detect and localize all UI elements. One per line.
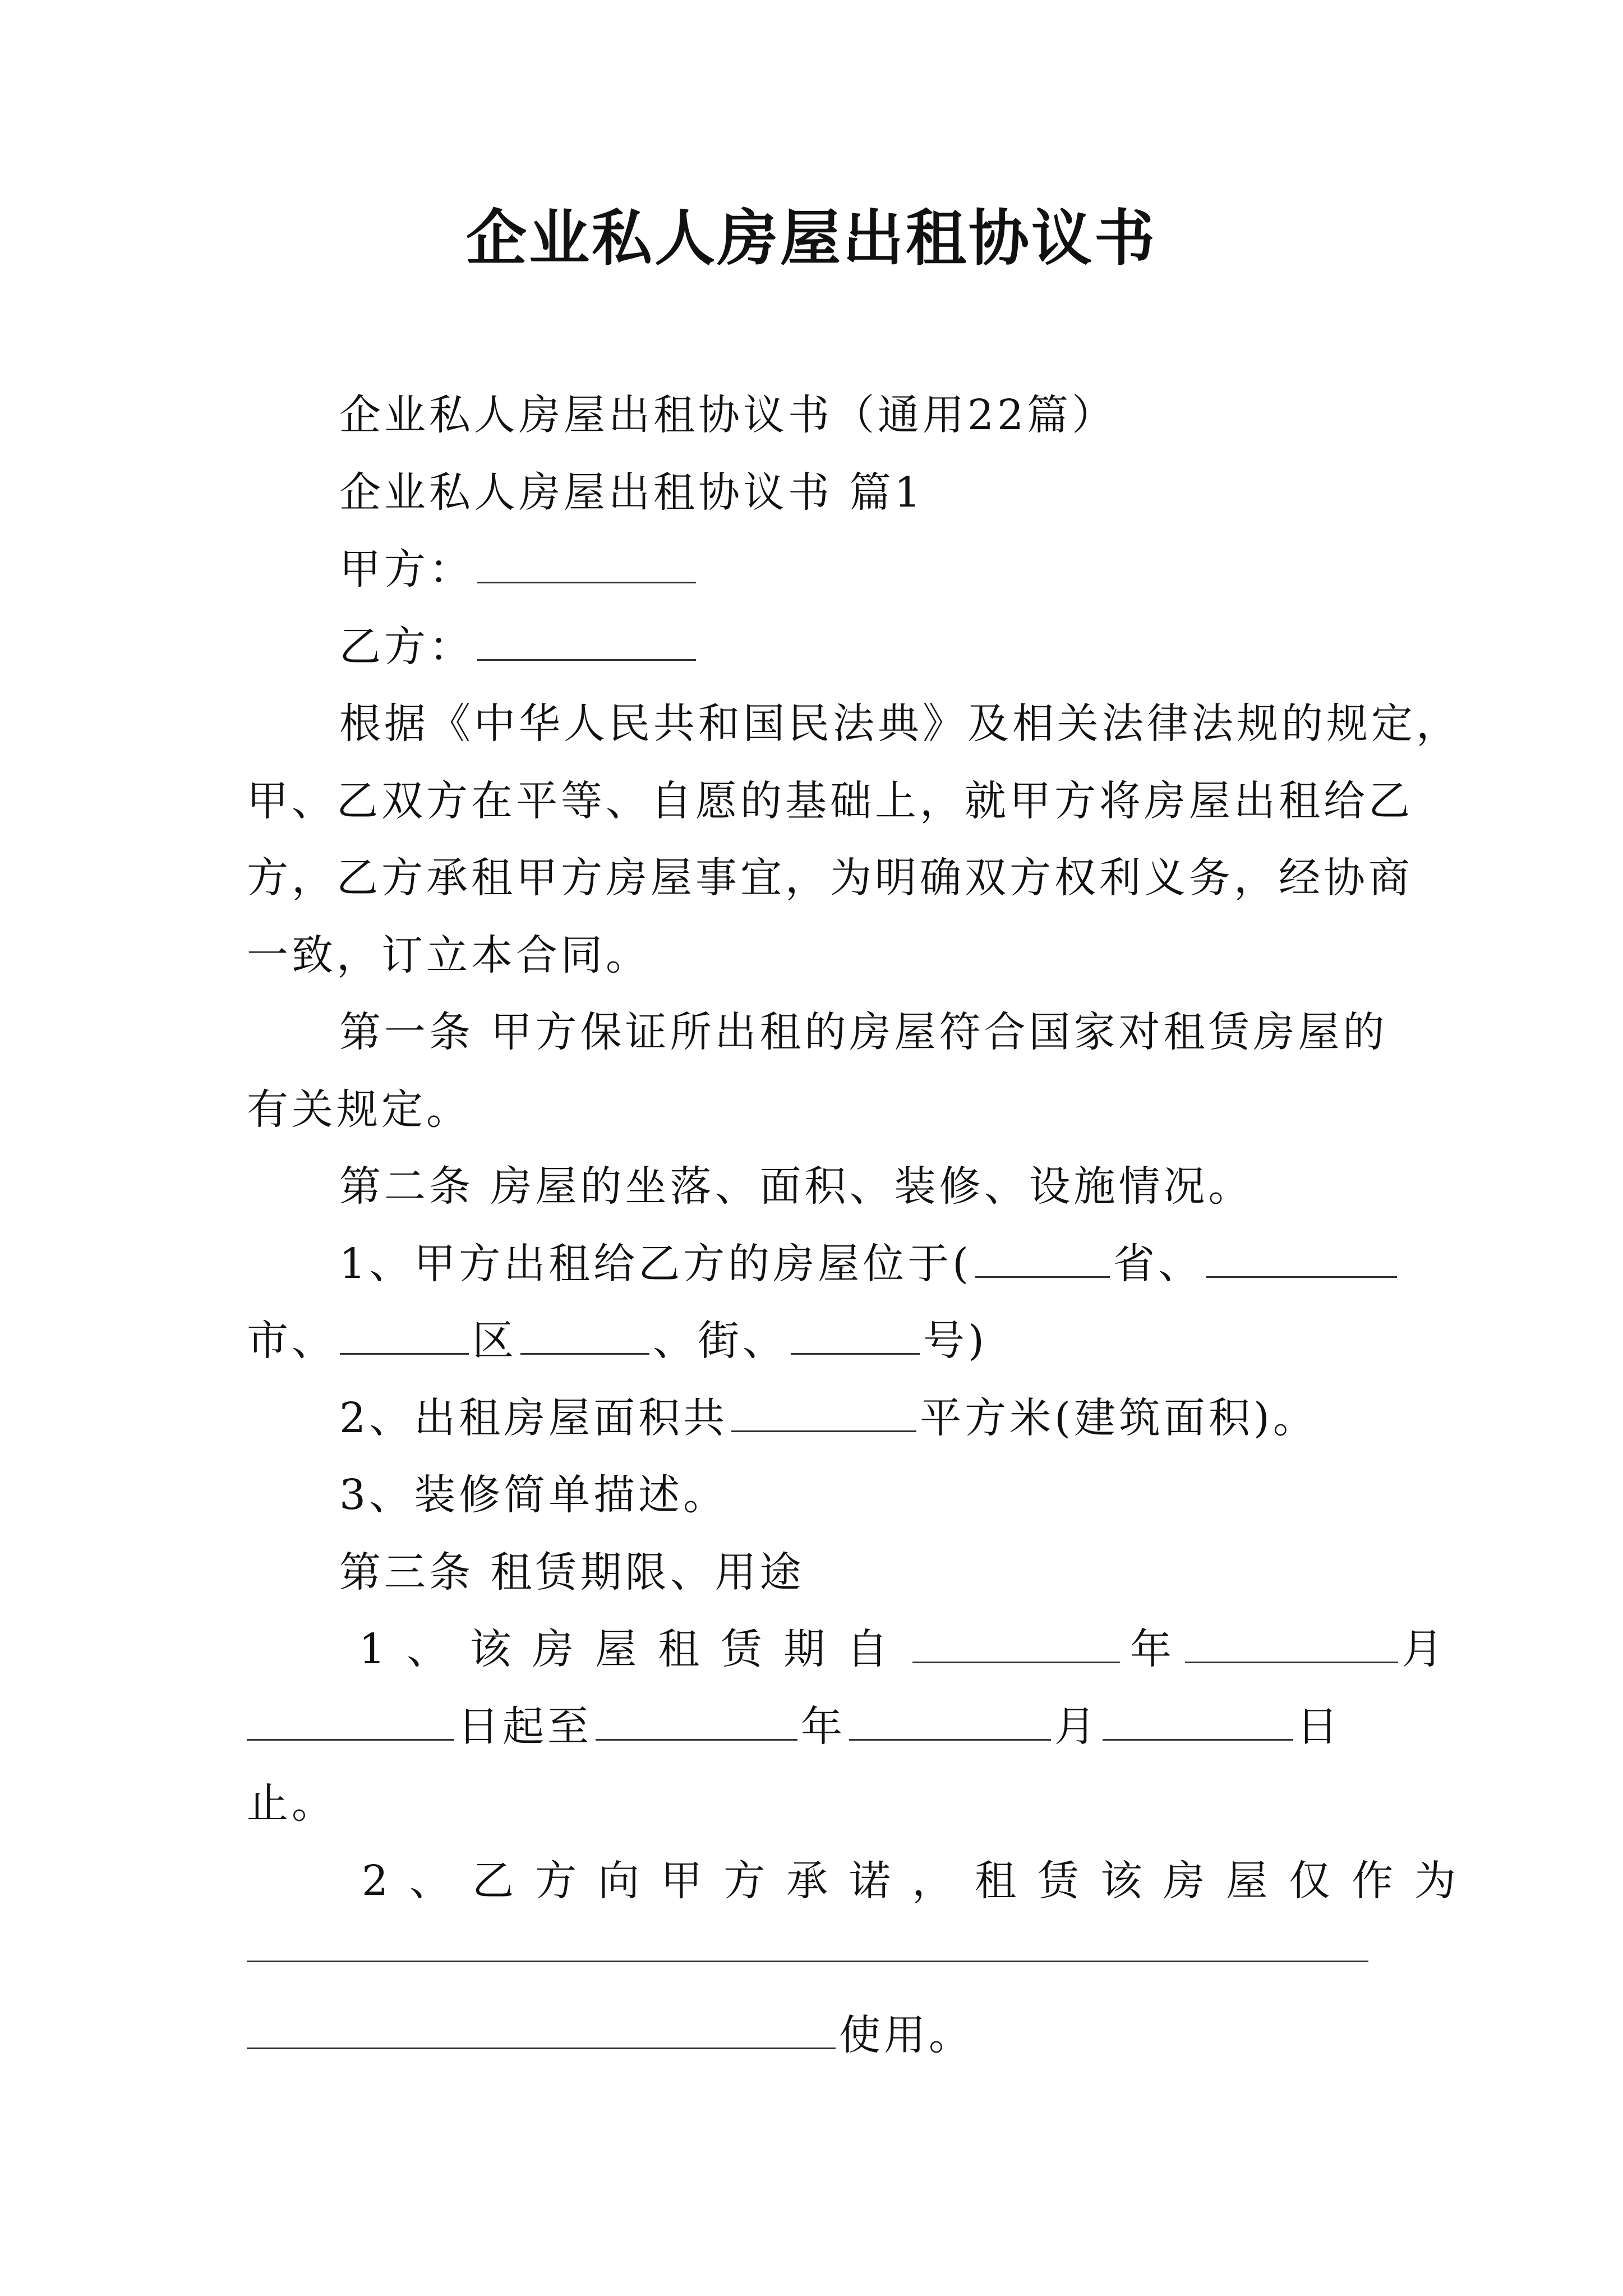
start-year-blank — [912, 1627, 1120, 1663]
end-day-blank — [1103, 1704, 1293, 1741]
article2-heading: 第二条 房屋的坐落、面积、装修、设施情况。 — [339, 1162, 1253, 1211]
article3-item2-line-1 — [362, 1853, 1478, 1909]
usage-blank-line-2 — [247, 2013, 836, 2049]
preamble-line-3: 方，乙方承租甲方房屋事宜，为明确双方权利义务，经协商 — [247, 854, 1413, 902]
article2-item2-text-b: 平方米(建筑面积)。 — [920, 1394, 1318, 1442]
start-day-blank — [247, 1704, 454, 1741]
article1-line-1: 第一条 甲方保证所出租的房屋符合国家对租赁房屋的 — [339, 1008, 1388, 1056]
start-month-blank — [1185, 1627, 1398, 1663]
section-heading: 企业私人房屋出租协议书 篇1 — [339, 468, 924, 517]
article3-item1-day-from: 日起至 — [458, 1703, 592, 1751]
article2-item1-line-2 — [247, 1313, 1391, 1369]
end-month-blank — [849, 1704, 1051, 1741]
preamble-line-2: 甲、乙双方在平等、自愿的基础上，就甲方将房屋出租给乙 — [247, 777, 1413, 825]
area-blank — [731, 1396, 916, 1432]
article3-item1-line-3: 止。 — [247, 1779, 336, 1828]
article3-item2-end: 使用。 — [839, 2011, 974, 2059]
article2-item3: 3、装修简单描述。 — [339, 1471, 728, 1519]
number-blank — [791, 1318, 920, 1355]
street-blank — [520, 1318, 649, 1355]
document-title: 企业私人房屋出租协议书 — [465, 203, 1157, 274]
article2-item2 — [339, 1390, 1391, 1446]
article3-item2-text-a: 2、乙方向甲方承诺，租赁该房屋仅作为 — [362, 1857, 1478, 1905]
province-blank — [975, 1241, 1110, 1278]
article3-item2-line-3 — [247, 2007, 1391, 2063]
party-b-line — [339, 619, 1391, 675]
preamble-line-1: 根据《中华人民共和国民法典》及相关法律法规的规定， — [339, 700, 1461, 748]
document-subtitle: 企业私人房屋出租协议书（通用22篇） — [339, 391, 1117, 439]
article2-item1-text-c: 市、 — [247, 1317, 336, 1365]
end-year-blank — [596, 1704, 797, 1741]
article3-item1-month2: 月 — [1054, 1703, 1099, 1751]
article2-item1-text-f: 号) — [923, 1317, 988, 1365]
party-a-blank — [477, 547, 696, 583]
party-a-line — [339, 541, 1391, 597]
article3-item1-day2: 日 — [1297, 1703, 1341, 1751]
article3-item1-month: 月 — [1401, 1625, 1447, 1673]
preamble-line-4: 一致，订立本合同。 — [247, 931, 651, 979]
article2-item2-text-a: 2、出租房屋面积共 — [339, 1394, 728, 1442]
article3-item1-year2: 年 — [801, 1703, 846, 1751]
article2-item1-text-d: 区 — [472, 1317, 517, 1365]
article1-line-2: 有关规定。 — [247, 1085, 471, 1134]
party-b-label: 乙方： — [339, 623, 474, 671]
article2-item1-line-1 — [339, 1236, 1391, 1292]
article3-item1-year: 年 — [1130, 1625, 1175, 1673]
article3-item1-text-a: 1、该房屋租赁期自 — [359, 1625, 910, 1673]
article3-item1-line-2 — [247, 1699, 1391, 1755]
article2-item1-text-e: 、街、 — [653, 1317, 787, 1365]
article3-item1-line-1 — [359, 1621, 1447, 1677]
district-blank — [340, 1318, 469, 1355]
party-b-blank — [477, 624, 696, 661]
party-a-label: 甲方： — [339, 545, 474, 593]
usage-blank-line-1 — [247, 1961, 1368, 1962]
city-blank — [1206, 1241, 1397, 1278]
article2-item1-text-a: 1、甲方出租给乙方的房屋位于( — [339, 1240, 972, 1288]
article2-item1-text-b: 省、 — [1113, 1240, 1203, 1288]
article3-heading: 第三条 租赁期限、用途 — [339, 1548, 805, 1596]
